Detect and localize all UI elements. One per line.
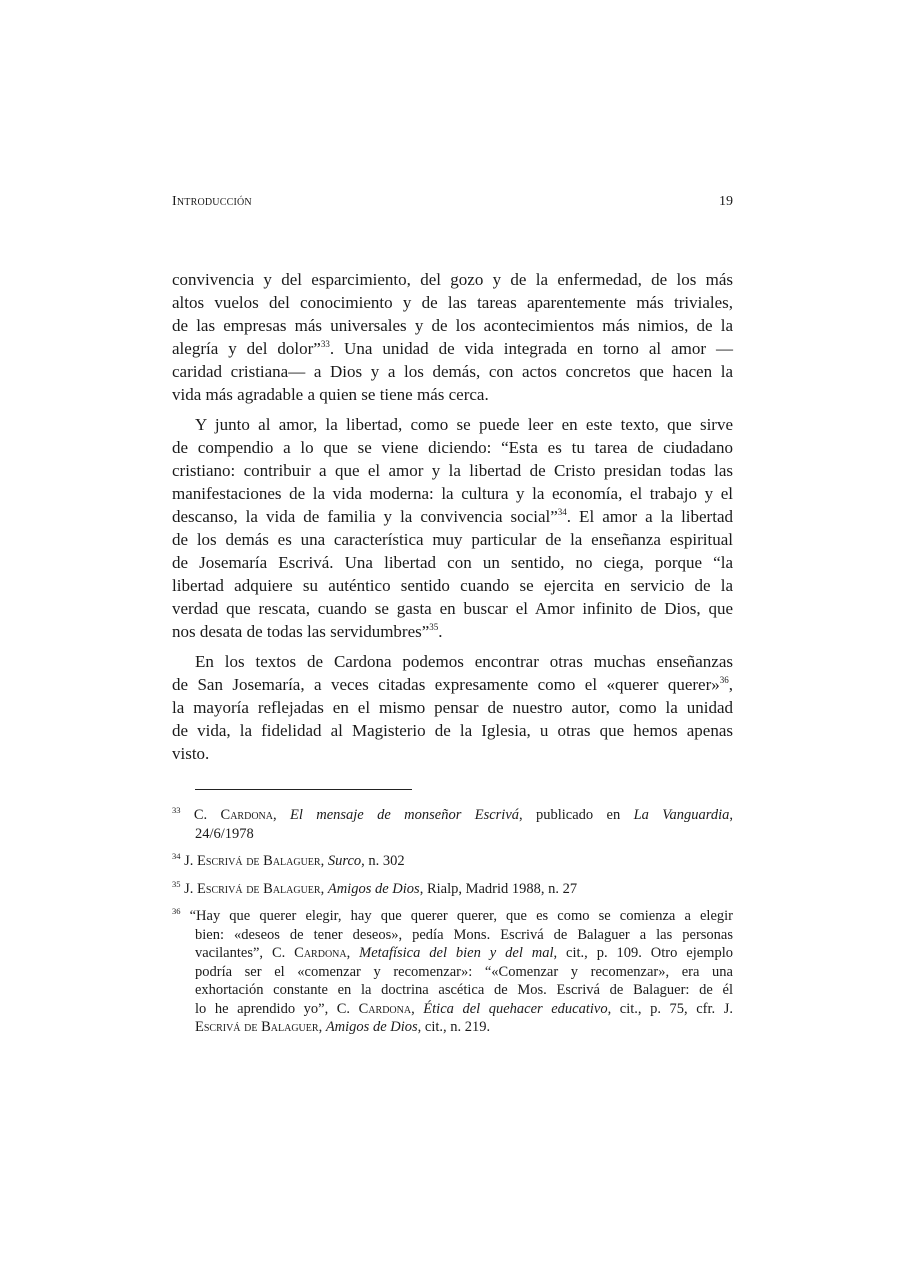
text-run: , cit., p. 75, cfr. J. xyxy=(607,1000,733,1017)
text-run: , xyxy=(320,880,328,897)
text-run: El mensaje de monseñor Escrivá xyxy=(289,807,519,823)
text-line xyxy=(172,291,733,314)
text-run: , xyxy=(729,807,734,823)
text-run: de Josemaría Escrivá. Una libertad con un sentido, no ciega, porque “la xyxy=(172,553,733,572)
text-line xyxy=(172,673,733,696)
footnote-reference: 34 xyxy=(172,851,181,861)
text-run: caridad cristiana— a Dios y a los demás, con actos concretos que hacen la xyxy=(172,362,733,381)
text-line xyxy=(172,551,733,574)
text-run: Amigos de Dios xyxy=(325,1019,418,1035)
text-run: , xyxy=(411,1000,424,1017)
text-run: nos desata de todas las servidumbres” xyxy=(172,622,430,641)
footnote xyxy=(172,907,733,1037)
text-run: exhortación constante en la doctrina ascética de Mos. Escrivá de Balaguer: de él xyxy=(195,982,733,998)
text-run: la mayoría reflejadas en el mismo pensar de nuestro autor, como la unidad xyxy=(172,698,733,717)
body-text xyxy=(172,268,733,772)
footnote-reference: 35 xyxy=(429,622,439,632)
text-line xyxy=(172,719,733,742)
text-run: de las empresas más universales y de los acontecimientos más nimios, de la xyxy=(172,316,733,335)
text-run: Escrivá de Balaguer xyxy=(197,853,321,869)
text-run: de compendio a lo que se viene diciendo: “Esta es tu tarea de ciudadano xyxy=(172,438,733,457)
text-run: 24/6/1978 xyxy=(195,825,254,842)
footnote xyxy=(172,806,733,843)
text-run: visto. xyxy=(172,744,210,763)
text-line xyxy=(172,413,733,436)
text-run: , xyxy=(728,675,733,694)
text-run: , Rialp, Madrid 1988, n. 27 xyxy=(419,880,578,897)
text-run: vacilantes”, C. xyxy=(195,945,295,961)
footnote-line xyxy=(172,1018,733,1037)
text-run: bien: «deseos de tener deseos», pedía Mons. Escrivá de Balaguer a las personas xyxy=(195,926,733,943)
footnote xyxy=(172,852,733,871)
text-line xyxy=(172,742,733,765)
text-line xyxy=(172,482,733,505)
text-line xyxy=(172,314,733,337)
text-line xyxy=(172,528,733,551)
text-run: , xyxy=(272,807,290,823)
text-run: Ética del quehacer educativo xyxy=(423,1000,608,1017)
text-run: C. xyxy=(180,807,221,823)
footnote-reference: 35 xyxy=(172,878,181,889)
text-run: lo he aprendido yo”, C. xyxy=(195,1000,359,1017)
text-line xyxy=(172,620,733,643)
footnote-reference: 36 xyxy=(172,906,181,916)
text-run: alegría y del dolor” xyxy=(172,339,321,358)
footnote-reference: 36 xyxy=(719,675,729,685)
text-line xyxy=(172,360,733,383)
page-number: 19 xyxy=(719,194,733,209)
text-run: , xyxy=(320,853,328,869)
text-run: J. xyxy=(180,880,198,897)
text-run: , cit., n. 219. xyxy=(417,1019,491,1035)
text-run: La Vanguardia xyxy=(633,807,730,823)
text-run: . xyxy=(438,622,443,641)
footnote-reference: 33 xyxy=(320,339,330,349)
text-run: . Una unidad de vida integrada en torno al amor — xyxy=(329,339,733,358)
text-run: altos vuelos del conocimiento y de las tareas aparentemente más triviales, xyxy=(172,293,733,312)
footnote-line xyxy=(172,825,733,844)
footnote-line xyxy=(172,852,733,871)
text-run: , xyxy=(346,945,360,961)
footnote-line xyxy=(172,944,733,963)
text-run: . El amor a la libertad xyxy=(566,507,733,526)
footnote-line xyxy=(172,926,733,945)
text-run: verdad que rescata, cuando se gasta en buscar el Amor infinito de Dios, que xyxy=(172,599,733,618)
text-run: , xyxy=(318,1019,326,1035)
footnote-line xyxy=(172,981,733,1000)
text-run: de los demás es una característica muy particular de la enseñanza espiritual xyxy=(172,530,733,549)
text-run: manifestaciones de la vida moderna: la cultura y la economía, el trabajo y el xyxy=(172,484,733,503)
text-run: , cit., p. 109. Otro ejemplo xyxy=(553,945,733,961)
text-line xyxy=(172,574,733,597)
text-run: Y junto al amor, la libertad, como se puede leer en este texto, que sirve xyxy=(195,415,733,434)
running-header xyxy=(172,194,733,210)
footnote-line xyxy=(172,806,733,825)
text-run: convivencia y del esparcimiento, del gozo y de la enfermedad, de los más xyxy=(172,270,733,289)
text-run: , publicado en xyxy=(519,807,634,823)
footnote-line xyxy=(172,1000,733,1019)
footnote-line xyxy=(172,963,733,982)
text-run: Cardona xyxy=(294,945,347,961)
paragraph xyxy=(172,413,733,643)
text-run: vida más agradable a quien se tiene más cerca. xyxy=(172,385,489,404)
text-line xyxy=(172,436,733,459)
text-run: Amigos de Dios xyxy=(327,880,420,897)
text-run: “Hay que querer elegir, hay que querer querer, que es como se comienza a elegir xyxy=(180,908,733,924)
footnote-reference: 34 xyxy=(557,507,567,517)
text-run: Escrivá de Balaguer xyxy=(195,1019,319,1035)
paragraph xyxy=(172,650,733,765)
footnote-line xyxy=(172,880,733,899)
text-line xyxy=(172,337,733,360)
text-line xyxy=(172,383,733,406)
text-run: Cardona xyxy=(220,807,273,823)
text-run: J. xyxy=(180,853,198,869)
text-run: de vida, la fidelidad al Magisterio de la Iglesia, u otras que hemos apenas xyxy=(172,721,733,740)
text-line xyxy=(172,268,733,291)
text-line xyxy=(172,696,733,719)
text-line xyxy=(172,597,733,620)
text-run: En los textos de Cardona podemos encontrar otras muchas enseñanzas xyxy=(195,652,733,671)
text-run: Surco xyxy=(327,853,362,869)
text-run: Metafísica del bien y del mal xyxy=(359,945,554,961)
text-run: de San Josemaría, a veces citadas expresamente como el «querer querer» xyxy=(172,675,720,694)
text-run: cristiano: contribuir a que el amor y la libertad de Cristo presidan todas las xyxy=(172,461,733,480)
text-run: libertad adquiere su auténtico sentido cuando se ejercita en servicio de la xyxy=(172,576,733,595)
footnote-line xyxy=(172,907,733,926)
footnotes xyxy=(172,806,733,1046)
text-run: Escrivá de Balaguer xyxy=(197,880,321,897)
text-run: descanso, la vida de familia y la convivencia social” xyxy=(172,507,558,526)
footnote xyxy=(172,880,733,899)
text-run: , n. 302 xyxy=(361,853,405,869)
text-run: Cardona xyxy=(358,1000,412,1017)
text-run: podría ser el «comenzar y recomenzar»: “«Comenzar y recomenzar», era una xyxy=(195,963,733,980)
text-line xyxy=(172,650,733,673)
text-line xyxy=(172,459,733,482)
paragraph xyxy=(172,268,733,406)
footnote-separator xyxy=(195,789,412,790)
chapter-title: Introducción xyxy=(172,194,252,209)
footnote-reference: 33 xyxy=(172,805,181,815)
text-line xyxy=(172,505,733,528)
